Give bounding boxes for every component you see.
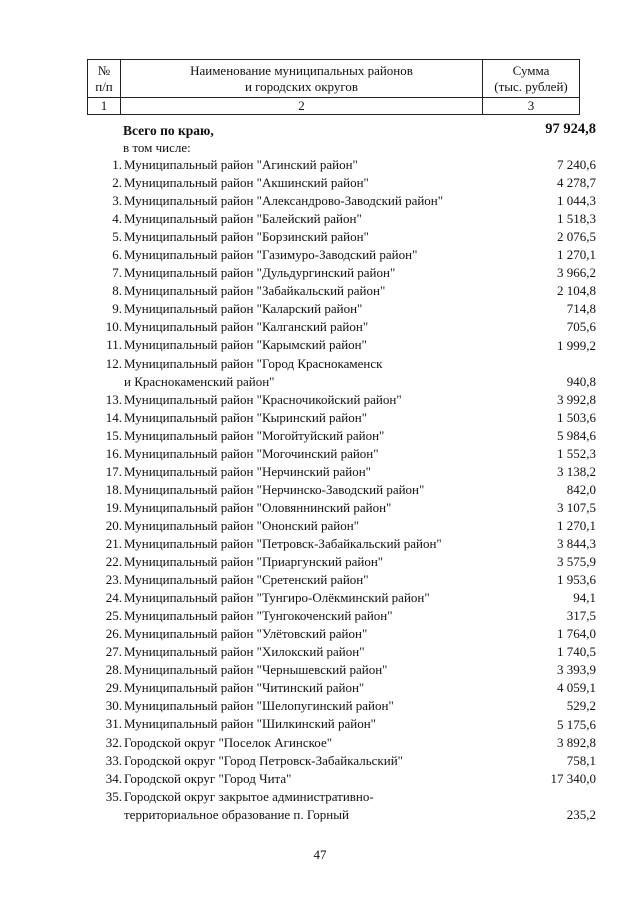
row-sum: 3 575,9 bbox=[557, 554, 596, 570]
row-number: 17. bbox=[105, 463, 122, 479]
row-number: 7. bbox=[112, 265, 122, 281]
row-district-name: Муниципальный район "Нерчинско-Заводский район" bbox=[124, 481, 425, 497]
row-district-name: Городской округ "Поселок Агинское" bbox=[124, 734, 333, 750]
row-sum: 317,5 bbox=[566, 608, 596, 624]
row-sum: 1 764,0 bbox=[557, 626, 596, 642]
row-district-name: Муниципальный район "Город Краснокаменск и Краснокаменский район" bbox=[124, 355, 383, 389]
row-district-name: Муниципальный район "Красночикойский район" bbox=[124, 391, 402, 407]
table-row bbox=[100, 174, 596, 192]
row-sum: 705,6 bbox=[566, 319, 596, 335]
row-sum: 842,0 bbox=[566, 481, 596, 497]
row-number: 8. bbox=[112, 283, 122, 299]
row-district-name: Муниципальный район "Могочинский район" bbox=[124, 445, 379, 461]
row-number: 35. bbox=[105, 788, 122, 804]
row-sum: 5 984,6 bbox=[557, 427, 596, 443]
row-number: 30. bbox=[105, 698, 122, 714]
row-sum: 1 552,3 bbox=[557, 445, 596, 461]
row-sum: 3 966,2 bbox=[557, 265, 596, 281]
table-row bbox=[100, 625, 596, 643]
header-name-column: Наименование муниципальных районов и городских округов bbox=[121, 60, 483, 98]
table-row bbox=[100, 210, 596, 228]
including-label: в том числе: bbox=[123, 140, 191, 155]
header-number-column: № п/п bbox=[88, 60, 121, 98]
row-sum: 1 740,5 bbox=[557, 644, 596, 660]
row-sum: 1 999,2 bbox=[557, 337, 596, 353]
table-row bbox=[100, 788, 596, 824]
table-row bbox=[100, 734, 596, 752]
row-sum: 5 175,6 bbox=[557, 716, 596, 732]
row-district-name: Муниципальный район "Шилкинский район" bbox=[124, 716, 376, 732]
row-sum: 1 270,1 bbox=[557, 247, 596, 263]
table-row bbox=[100, 643, 596, 661]
table-row bbox=[100, 752, 596, 770]
table-row bbox=[100, 355, 596, 391]
page-number: 47 bbox=[313, 847, 327, 862]
header-index-3: 3 bbox=[483, 98, 580, 115]
row-number: 2. bbox=[112, 175, 122, 191]
row-number: 29. bbox=[105, 680, 122, 696]
row-number: 14. bbox=[105, 409, 122, 425]
row-sum: 3 393,9 bbox=[557, 662, 596, 678]
row-sum: 4 059,1 bbox=[557, 680, 596, 696]
row-sum: 4 278,7 bbox=[557, 175, 596, 191]
table-row bbox=[100, 336, 596, 354]
row-district-name: Городской округ "Город Чита" bbox=[124, 770, 292, 786]
row-number: 34. bbox=[105, 770, 122, 786]
row-sum: 3 138,2 bbox=[557, 463, 596, 479]
row-district-name: Городской округ "Город Петровск-Забайкальский" bbox=[124, 752, 403, 768]
table-row bbox=[100, 607, 596, 625]
table-row bbox=[100, 715, 596, 733]
row-sum: 1 953,6 bbox=[557, 572, 596, 588]
row-district-name: Муниципальный район "Оловяннинский район" bbox=[124, 499, 392, 515]
table-row bbox=[100, 535, 596, 553]
row-district-name: Муниципальный район "Карымский район" bbox=[124, 337, 367, 353]
row-district-name: Муниципальный район "Агинский район" bbox=[124, 157, 358, 172]
table-row bbox=[100, 463, 596, 481]
row-district-name: Муниципальный район "Могойтуйский район" bbox=[124, 427, 385, 443]
total-label: Всего по краю, bbox=[123, 123, 214, 138]
row-sum: 3 992,8 bbox=[557, 391, 596, 407]
total-value: 97 924,8 bbox=[545, 121, 596, 137]
row-sum: 3 107,5 bbox=[557, 499, 596, 515]
table-row bbox=[100, 481, 596, 499]
table-row bbox=[100, 228, 596, 246]
table-row bbox=[100, 679, 596, 697]
row-sum: 235,2 bbox=[566, 806, 596, 822]
row-district-name: Муниципальный район "Дульдургинский район" bbox=[124, 265, 396, 281]
row-number: 33. bbox=[105, 752, 122, 768]
row-sum: 3 844,3 bbox=[557, 536, 596, 552]
header-index-2: 2 bbox=[121, 98, 483, 115]
table-row bbox=[100, 192, 596, 210]
total-row bbox=[123, 121, 596, 141]
row-number: 16. bbox=[105, 445, 122, 461]
table-row bbox=[100, 427, 596, 445]
row-number: 28. bbox=[105, 662, 122, 678]
row-number: 19. bbox=[105, 499, 122, 515]
row-number: 3. bbox=[112, 193, 122, 209]
table-row bbox=[100, 391, 596, 409]
row-number: 21. bbox=[105, 535, 122, 551]
row-number: 12. bbox=[105, 355, 122, 371]
row-district-name: Муниципальный район "Улётовский район" bbox=[124, 626, 368, 642]
table-row bbox=[100, 156, 596, 174]
row-district-name: Муниципальный район "Борзинский район" bbox=[124, 229, 369, 245]
row-district-name: Муниципальный район "Кыринский район" bbox=[124, 409, 368, 425]
row-sum: 1 270,1 bbox=[557, 517, 596, 533]
row-number: 24. bbox=[105, 590, 122, 606]
row-district-name: Муниципальный район "Ононский район" bbox=[124, 517, 360, 533]
row-sum: 7 240,6 bbox=[557, 157, 596, 173]
row-number: 25. bbox=[105, 608, 122, 624]
row-number: 32. bbox=[105, 734, 122, 750]
row-number: 27. bbox=[105, 644, 122, 660]
table-row bbox=[100, 409, 596, 427]
table-row bbox=[100, 517, 596, 535]
row-sum: 94,1 bbox=[573, 590, 596, 606]
row-district-name: Муниципальный район "Калганский район" bbox=[124, 319, 369, 335]
row-sum: 529,2 bbox=[566, 698, 596, 714]
district-list bbox=[100, 156, 596, 824]
row-number: 6. bbox=[112, 247, 122, 263]
row-number: 9. bbox=[112, 301, 122, 317]
row-district-name: Муниципальный район "Приаргунский район" bbox=[124, 554, 384, 570]
row-sum: 940,8 bbox=[566, 373, 596, 389]
row-sum: 758,1 bbox=[566, 752, 596, 768]
table-row bbox=[100, 697, 596, 715]
row-district-name: Муниципальный район "Каларский район" bbox=[124, 301, 363, 317]
row-district-name: Муниципальный район "Сретенский район" bbox=[124, 572, 369, 588]
row-number: 23. bbox=[105, 572, 122, 588]
row-number: 15. bbox=[105, 427, 122, 443]
table-row bbox=[100, 264, 596, 282]
row-number: 4. bbox=[112, 211, 122, 227]
row-sum: 1 518,3 bbox=[557, 211, 596, 227]
row-sum: 714,8 bbox=[566, 301, 596, 317]
row-district-name: Муниципальный район "Нерчинский район" bbox=[124, 463, 371, 479]
row-district-name: Муниципальный район "Забайкальский район" bbox=[124, 283, 386, 299]
table-row bbox=[100, 445, 596, 463]
row-number: 10. bbox=[105, 319, 122, 335]
table-row bbox=[100, 661, 596, 679]
row-district-name: Муниципальный район "Чернышевский район" bbox=[124, 662, 388, 678]
row-district-name: Муниципальный район "Александрово-Заводский район" bbox=[124, 193, 444, 209]
row-sum: 1 503,6 bbox=[557, 409, 596, 425]
row-number: 13. bbox=[105, 391, 122, 407]
table-row bbox=[100, 282, 596, 300]
row-district-name: Муниципальный район "Петровск-Забайкальский район" bbox=[124, 535, 442, 551]
table-row bbox=[100, 589, 596, 607]
row-number: 1. bbox=[112, 157, 122, 172]
row-number: 11. bbox=[106, 337, 122, 353]
row-number: 5. bbox=[112, 229, 122, 245]
row-district-name: Муниципальный район "Хилокский район" bbox=[124, 644, 365, 660]
table-header bbox=[87, 59, 580, 115]
row-number: 18. bbox=[105, 481, 122, 497]
row-district-name: Муниципальный район "Тунгокоченский район" bbox=[124, 608, 393, 624]
row-sum: 3 892,8 bbox=[557, 734, 596, 750]
row-district-name: Муниципальный район "Балейский район" bbox=[124, 211, 362, 227]
table-row bbox=[100, 300, 596, 318]
row-district-name: Муниципальный район "Шелопугинский район" bbox=[124, 698, 394, 714]
row-sum: 1 044,3 bbox=[557, 193, 596, 209]
row-number: 22. bbox=[105, 554, 122, 570]
row-district-name: Муниципальный район "Читинский район" bbox=[124, 680, 365, 696]
table-row bbox=[100, 770, 596, 788]
row-district-name: Муниципальный район "Акшинский район" bbox=[124, 175, 369, 191]
row-number: 26. bbox=[105, 626, 122, 642]
row-district-name: Муниципальный район "Газимуро-Заводский район" bbox=[124, 247, 418, 263]
row-sum: 2 104,8 bbox=[557, 283, 596, 299]
header-index-1: 1 bbox=[88, 98, 121, 115]
table-row bbox=[100, 246, 596, 264]
header-sum-column: Сумма (тыс. рублей) bbox=[483, 60, 580, 98]
row-number: 20. bbox=[105, 517, 122, 533]
table-row bbox=[100, 499, 596, 517]
row-district-name: Муниципальный район "Тунгиро-Олёкминский район" bbox=[124, 590, 430, 606]
row-number: 31. bbox=[105, 716, 122, 732]
table-row bbox=[100, 571, 596, 589]
row-district-name: Городской округ закрытое административно- территориальное образование п. Горный bbox=[124, 788, 374, 822]
row-sum: 17 340,0 bbox=[550, 770, 596, 786]
table-row bbox=[100, 318, 596, 336]
table-row bbox=[100, 553, 596, 571]
row-sum: 2 076,5 bbox=[557, 229, 596, 245]
